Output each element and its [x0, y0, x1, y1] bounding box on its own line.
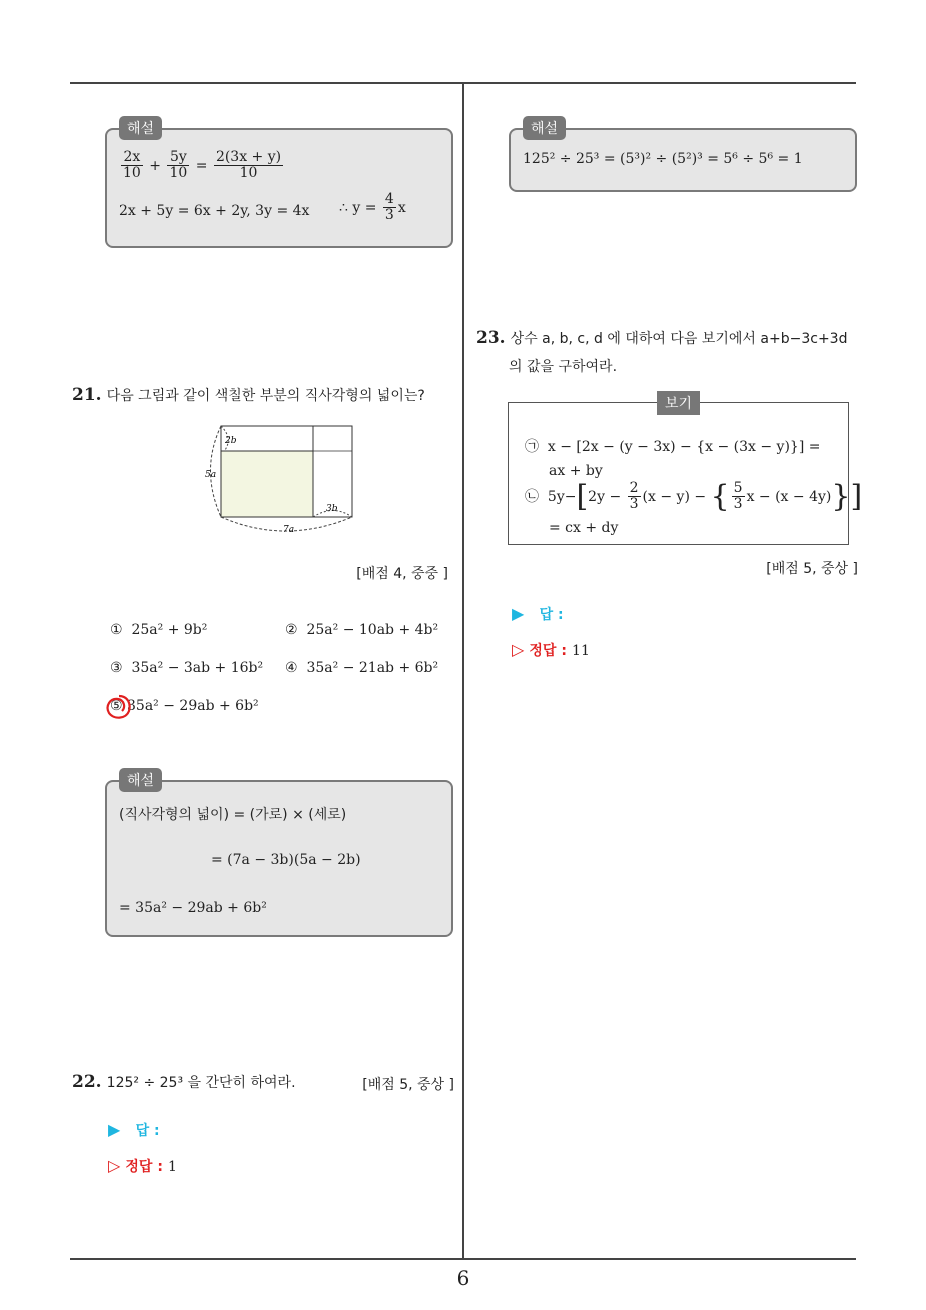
- solution-tag: 해설: [523, 116, 566, 140]
- choice-4[interactable]: ④ 35a² − 21ab + 6b²: [285, 660, 439, 676]
- outline-triangle-icon: ▷: [108, 1156, 121, 1175]
- q23-score: [배점 5, 중상 ]: [766, 561, 858, 577]
- q21-solution-line1: (직사각형의 넓이) = (가로) × (세로): [119, 807, 347, 823]
- example-tag: 보기: [657, 391, 700, 415]
- page-number: 6: [456, 1266, 470, 1290]
- shaded-rectangle: [221, 451, 313, 517]
- q21-solution-line2: = (7a − 3b)(5a − 2b): [211, 852, 361, 868]
- fraction: $\frac{4}{3}$: [384, 191, 394, 224]
- q21-solution-line3: = 35a² − 29ab + 6b²: [119, 900, 267, 916]
- question-number: 23.: [476, 328, 506, 348]
- choice-2[interactable]: ② 25a² − 10ab + 4b²: [285, 622, 439, 638]
- label-2b: 2b: [225, 436, 237, 446]
- choice-3[interactable]: ③ 35a² − 3ab + 16b²: [110, 660, 264, 676]
- q20-solution-box: [105, 128, 453, 248]
- solution-tag: 해설: [119, 116, 162, 140]
- solution-tag: 해설: [119, 768, 162, 792]
- column-divider: [462, 84, 464, 1258]
- q22-score: [배점 5, 중상 ]: [362, 1077, 454, 1093]
- fraction: $\frac{2(3x + y)}{10}$: [215, 149, 282, 182]
- q20-solution-conclusion: ∴ y = $\frac{4}{3}$ x: [339, 191, 406, 224]
- label-7a: 7a: [283, 525, 295, 535]
- q21-solution-box: [105, 780, 453, 937]
- question-text: 125² ÷ 25³ 을 간단히 하여라.: [106, 1075, 296, 1091]
- question-text: 상수 a, b, c, d 에 대하여 다음 보기에서 a+b−3c+3d: [510, 331, 848, 347]
- choice-5[interactable]: ⑤ 35a² − 29ab + 6b²: [110, 698, 259, 714]
- q22-answer-field[interactable]: ▶ 답 :: [108, 1120, 160, 1139]
- example-item-2-line2: = cx + dy: [549, 520, 619, 536]
- outline-triangle-icon: ▷: [512, 640, 525, 659]
- q21-question: [72, 385, 425, 405]
- example-item-1-line2: ax + by: [549, 463, 603, 479]
- q20-solution-line2: 2x + 5y = 6x + 2y, 3y = 4x: [119, 203, 310, 219]
- q22-question: [72, 1072, 296, 1092]
- q21-rectangle-figure: [195, 420, 365, 540]
- fraction: $\frac{2}{3}$: [629, 480, 639, 513]
- q22-correct-answer: ▷ 정답 : 1: [108, 1156, 177, 1175]
- play-triangle-icon: ▶: [512, 604, 525, 623]
- q21-score: [배점 4, 중중 ]: [356, 566, 448, 582]
- example-item-1: ㉠ x − [2x − (y − 3x) − {x − (3x − y)}] =: [525, 439, 821, 455]
- question-number: 22.: [72, 1072, 102, 1092]
- q23-answer-field[interactable]: ▶ 답 :: [512, 604, 564, 623]
- answer-circle-mark: [104, 692, 134, 722]
- q20-solution-line1: $\frac{2x}{10}$ + $\frac{5y}{10}$ = $\frac{2(3x + y)}{10}$: [123, 149, 282, 182]
- play-triangle-icon: ▶: [108, 1120, 121, 1139]
- q23-correct-answer: ▷ 정답 : 11: [512, 640, 590, 659]
- q23-question: [476, 328, 866, 348]
- bottom-rule: [70, 1258, 856, 1260]
- fraction: $\frac{5}{3}$: [733, 480, 743, 513]
- label-3b: 3b: [326, 504, 338, 514]
- example-box: [508, 402, 863, 545]
- question-text: 다음 그림과 같이 색칠한 부분의 직사각형의 넓이는?: [106, 388, 425, 404]
- q22-solution-line: 125² ÷ 25³ = (5³)² ÷ (5²)³ = 5⁶ ÷ 5⁶ = 1: [523, 151, 803, 167]
- example-item-2: ㉡ 5y−[2y − $\frac{2}{3}$ (x − y) − { $\frac{5}{3}$ x − (x − 4y)}]: [525, 478, 863, 514]
- fraction: $\frac{2x}{10}$: [123, 149, 141, 182]
- fraction: $\frac{5y}{10}$: [169, 149, 188, 182]
- label-5a: 5a: [205, 470, 217, 480]
- question-number: 21.: [72, 385, 102, 405]
- question-text-line2: 의 값을 구하여라.: [509, 359, 618, 375]
- choice-1[interactable]: ① 25a² + 9b²: [110, 622, 208, 638]
